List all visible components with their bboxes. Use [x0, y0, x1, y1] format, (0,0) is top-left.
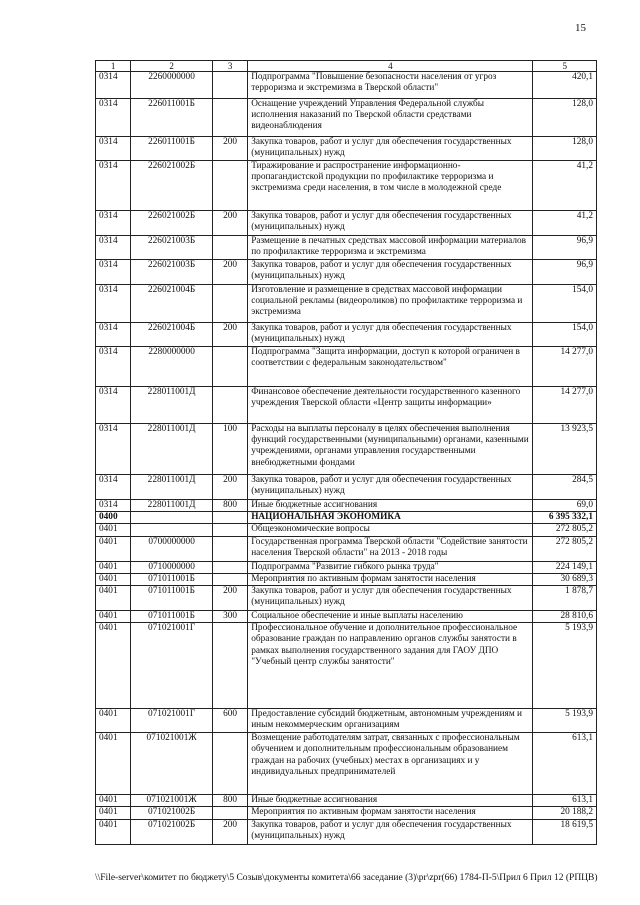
cell-c4: Изготовление и размещение в средствах массовой информации социальной рекламы (видеороликов) по профилактике терроризма и экстремизма	[248, 285, 533, 323]
cell-c1: 0314	[96, 347, 131, 387]
cell-c2: 071011001Б	[131, 586, 213, 611]
page-number: 15	[575, 22, 586, 34]
table-row	[96, 536, 597, 561]
cell-c4: Иные бюджетные ассигнования	[248, 500, 533, 512]
cell-c2: 071021001Ж	[131, 795, 213, 807]
cell-c2: 226021004Б	[131, 323, 213, 347]
cell-c3	[212, 512, 247, 524]
table-row	[96, 795, 597, 807]
cell-c5: 13 923,5	[533, 424, 597, 475]
cell-c1: 0401	[96, 573, 131, 585]
cell-c4: Расходы на выплаты персоналу в целях обеспечения выполнения функций государственными (муниципальными) органами, казенными учреждениями, органами управления государственными внебюджетными фондами	[248, 424, 533, 475]
cell-c2: 071011001Б	[131, 573, 213, 585]
table-row	[96, 807, 597, 819]
cell-c4: Подпрограмма "Защита информации, доступ к которой ограничен в соответствии с федеральным законодательством"	[248, 347, 533, 387]
cell-c2: 226011001Б	[131, 99, 213, 137]
cell-c4: Закупка товаров, работ и услуг для обеспечения государственных (муниципальных) нужд	[248, 819, 533, 844]
cell-c5: 41,2	[533, 161, 597, 211]
cell-c1: 0314	[96, 211, 131, 236]
cell-c2: 071021002Б	[131, 807, 213, 819]
table-row	[96, 99, 597, 137]
cell-c5: 14 277,0	[533, 347, 597, 387]
cell-c4: Профессиональное обучение и дополнительное профессиональное образование граждан по направлению органов службы занятости в рамках выполнения государственного задания для ГАОУ ДПО "Учебный центр службы занятости"	[248, 623, 533, 709]
cell-c1: 0400	[96, 512, 131, 524]
table-row	[96, 512, 597, 524]
table-row	[96, 285, 597, 323]
cell-c2: 228011001Д	[131, 387, 213, 424]
cell-c3	[212, 347, 247, 387]
cell-c4: Мероприятия по активным формам занятости населения	[248, 573, 533, 585]
cell-c1: 0314	[96, 323, 131, 347]
header-cell-1: 1	[96, 61, 131, 72]
cell-c5: 128,0	[533, 137, 597, 161]
cell-c5: 96,9	[533, 260, 597, 285]
cell-c2: 228011001Д	[131, 424, 213, 475]
cell-c1: 0401	[96, 611, 131, 623]
cell-c4: Закупка товаров, работ и услуг для обеспечения государственных (муниципальных) нужд	[248, 586, 533, 611]
cell-c5: 6 395 332,1	[533, 512, 597, 524]
cell-c5: 284,5	[533, 475, 597, 500]
table-row	[96, 72, 597, 99]
cell-c3	[212, 807, 247, 819]
cell-c3	[212, 573, 247, 585]
cell-c4: Закупка товаров, работ и услуг для обеспечения государственных (муниципальных) нужд	[248, 475, 533, 500]
cell-c4: Оснащение учреждений Управления Федеральной службы исполнения наказаний по Тверской области средствами видеонаблюдения	[248, 99, 533, 137]
cell-c4: Предоставление субсидий бюджетным, автономным учреждениям и иным некоммерческим организациям	[248, 709, 533, 733]
header-cell-3: 3	[212, 61, 247, 72]
cell-c1: 0314	[96, 137, 131, 161]
cell-c4: Возмещение работодателям затрат, связанных с профессиональным обучением и дополнительным профессиональным образованием граждан на рабочих (учебных) местах в организациях и у индивидуальных предпринимателей	[248, 733, 533, 795]
cell-c1: 0401	[96, 561, 131, 573]
cell-c5: 28 810,6	[533, 611, 597, 623]
cell-c2: 0710000000	[131, 561, 213, 573]
cell-c2: 071021001Ж	[131, 733, 213, 795]
cell-c1: 0314	[96, 99, 131, 137]
cell-c4: Мероприятия по активным формам занятости населения	[248, 807, 533, 819]
cell-c3: 200	[212, 211, 247, 236]
cell-c3: 300	[212, 611, 247, 623]
cell-c5: 154,0	[533, 323, 597, 347]
cell-c2: 071011001Б	[131, 611, 213, 623]
cell-c3: 200	[212, 137, 247, 161]
cell-c5: 20 188,2	[533, 807, 597, 819]
cell-c2: 2260000000	[131, 72, 213, 99]
cell-c5: 420,1	[533, 72, 597, 99]
cell-c1: 0401	[96, 733, 131, 795]
cell-c3	[212, 236, 247, 260]
cell-c3	[212, 285, 247, 323]
cell-c3: 200	[212, 586, 247, 611]
budget-table-body	[96, 61, 597, 845]
cell-c1: 0401	[96, 524, 131, 536]
cell-c3: 600	[212, 709, 247, 733]
cell-c2: 0700000000	[131, 536, 213, 561]
cell-c1: 0314	[96, 236, 131, 260]
table-header-row	[96, 61, 597, 72]
budget-table	[95, 60, 597, 845]
cell-c4: НАЦИОНАЛЬНАЯ ЭКОНОМИКА	[248, 512, 533, 524]
cell-c1: 0314	[96, 424, 131, 475]
cell-c4: Закупка товаров, работ и услуг для обеспечения государственных (муниципальных) нужд	[248, 260, 533, 285]
cell-c4: Размещение в печатных средствах массовой информации материалов по профилактике терроризма и экстремизма	[248, 236, 533, 260]
cell-c4: Закупка товаров, работ и услуг для обеспечения государственных (муниципальных) нужд	[248, 323, 533, 347]
table-row	[96, 424, 597, 475]
cell-c5: 613,1	[533, 795, 597, 807]
cell-c1: 0314	[96, 475, 131, 500]
cell-c3	[212, 733, 247, 795]
cell-c5: 5 193,9	[533, 709, 597, 733]
cell-c1: 0314	[96, 260, 131, 285]
cell-c1: 0401	[96, 807, 131, 819]
cell-c4: Тиражирование и распространение информационно-пропагандистской продукции по профилактике терроризма и экстремизма среди населения, в том числе в молодежной среде	[248, 161, 533, 211]
table-row	[96, 236, 597, 260]
cell-c2: 226021003Б	[131, 236, 213, 260]
cell-c2: 071021001Г	[131, 709, 213, 733]
cell-c1: 0401	[96, 586, 131, 611]
cell-c5: 5 193,9	[533, 623, 597, 709]
cell-c3: 200	[212, 819, 247, 844]
cell-c3	[212, 536, 247, 561]
cell-c5: 14 277,0	[533, 387, 597, 424]
cell-c1: 0401	[96, 709, 131, 733]
cell-c2: 071021001Г	[131, 623, 213, 709]
table-row	[96, 819, 597, 844]
cell-c2: 228011001Д	[131, 475, 213, 500]
cell-c2: 226021004Б	[131, 285, 213, 323]
cell-c3: 200	[212, 323, 247, 347]
cell-c2: 226011001Б	[131, 137, 213, 161]
header-cell-4: 4	[248, 61, 533, 72]
cell-c1: 0401	[96, 795, 131, 807]
cell-c5: 30 689,3	[533, 573, 597, 585]
cell-c4: Социальное обеспечение и иные выплаты населению	[248, 611, 533, 623]
cell-c1: 0314	[96, 285, 131, 323]
cell-c3: 100	[212, 424, 247, 475]
cell-c5: 272 805,2	[533, 524, 597, 536]
table-row	[96, 709, 597, 733]
cell-c1: 0314	[96, 161, 131, 211]
cell-c1: 0314	[96, 500, 131, 512]
cell-c4: Иные бюджетные ассигнования	[248, 795, 533, 807]
cell-c2: 226021002Б	[131, 211, 213, 236]
table-row	[96, 137, 597, 161]
table-row	[96, 524, 597, 536]
cell-c5: 41,2	[533, 211, 597, 236]
cell-c4: Закупка товаров, работ и услуг для обеспечения государственных (муниципальных) нужд	[248, 211, 533, 236]
cell-c5: 18 619,5	[533, 819, 597, 844]
cell-c3	[212, 161, 247, 211]
table-row	[96, 260, 597, 285]
cell-c5: 96,9	[533, 236, 597, 260]
cell-c4: Государственная программа Тверской области "Содействие занятости населения Тверской области" на 2013 - 2018 годы	[248, 536, 533, 561]
cell-c3	[212, 387, 247, 424]
table-row	[96, 733, 597, 795]
table-row	[96, 573, 597, 585]
header-cell-5: 5	[533, 61, 597, 72]
table-row	[96, 347, 597, 387]
cell-c4: Подпрограмма "Повышение безопасности населения от угроз терроризма и экстремизма в Тверской области"	[248, 72, 533, 99]
table-row	[96, 561, 597, 573]
cell-c5: 154,0	[533, 285, 597, 323]
cell-c4: Общеэкономические вопросы	[248, 524, 533, 536]
table-row	[96, 500, 597, 512]
table-row	[96, 623, 597, 709]
table-row	[96, 611, 597, 623]
table-row	[96, 586, 597, 611]
cell-c1: 0314	[96, 387, 131, 424]
table-row	[96, 475, 597, 500]
cell-c2: 226021002Б	[131, 161, 213, 211]
cell-c3	[212, 623, 247, 709]
cell-c1: 0401	[96, 536, 131, 561]
cell-c5: 613,1	[533, 733, 597, 795]
cell-c4: Подпрограмма "Развитие гибкого рынка труда"	[248, 561, 533, 573]
cell-c3: 200	[212, 475, 247, 500]
table-row	[96, 323, 597, 347]
cell-c3	[212, 99, 247, 137]
table-row	[96, 387, 597, 424]
table-row	[96, 161, 597, 211]
cell-c3: 800	[212, 500, 247, 512]
cell-c3	[212, 524, 247, 536]
cell-c1: 0401	[96, 623, 131, 709]
cell-c5: 1 878,7	[533, 586, 597, 611]
cell-c1: 0314	[96, 72, 131, 99]
cell-c3: 800	[212, 795, 247, 807]
cell-c2	[131, 524, 213, 536]
cell-c5: 69,0	[533, 500, 597, 512]
cell-c5: 272 805,2	[533, 536, 597, 561]
cell-c2: 2280000000	[131, 347, 213, 387]
cell-c5: 224 149,1	[533, 561, 597, 573]
cell-c3: 200	[212, 260, 247, 285]
cell-c2: 226021003Б	[131, 260, 213, 285]
file-path-footer: \\File-server\комитет по бюджету\5 Созыв\документы комитета\66 заседание (3)\pr\zpr(66) 1784-П-5\Прил 6 Прил 12 (РПЦВ)	[95, 873, 598, 883]
cell-c3	[212, 72, 247, 99]
table-row	[96, 211, 597, 236]
cell-c4: Закупка товаров, работ и услуг для обеспечения государственных (муниципальных) нужд	[248, 137, 533, 161]
header-cell-2: 2	[131, 61, 213, 72]
cell-c4: Финансовое обеспечение деятельности государственного казенного учреждения Тверской области «Центр защиты информации»	[248, 387, 533, 424]
cell-c1: 0401	[96, 819, 131, 844]
cell-c3	[212, 561, 247, 573]
cell-c5: 128,0	[533, 99, 597, 137]
cell-c2	[131, 512, 213, 524]
cell-c2: 071021002Б	[131, 819, 213, 844]
cell-c2: 228011001Д	[131, 500, 213, 512]
